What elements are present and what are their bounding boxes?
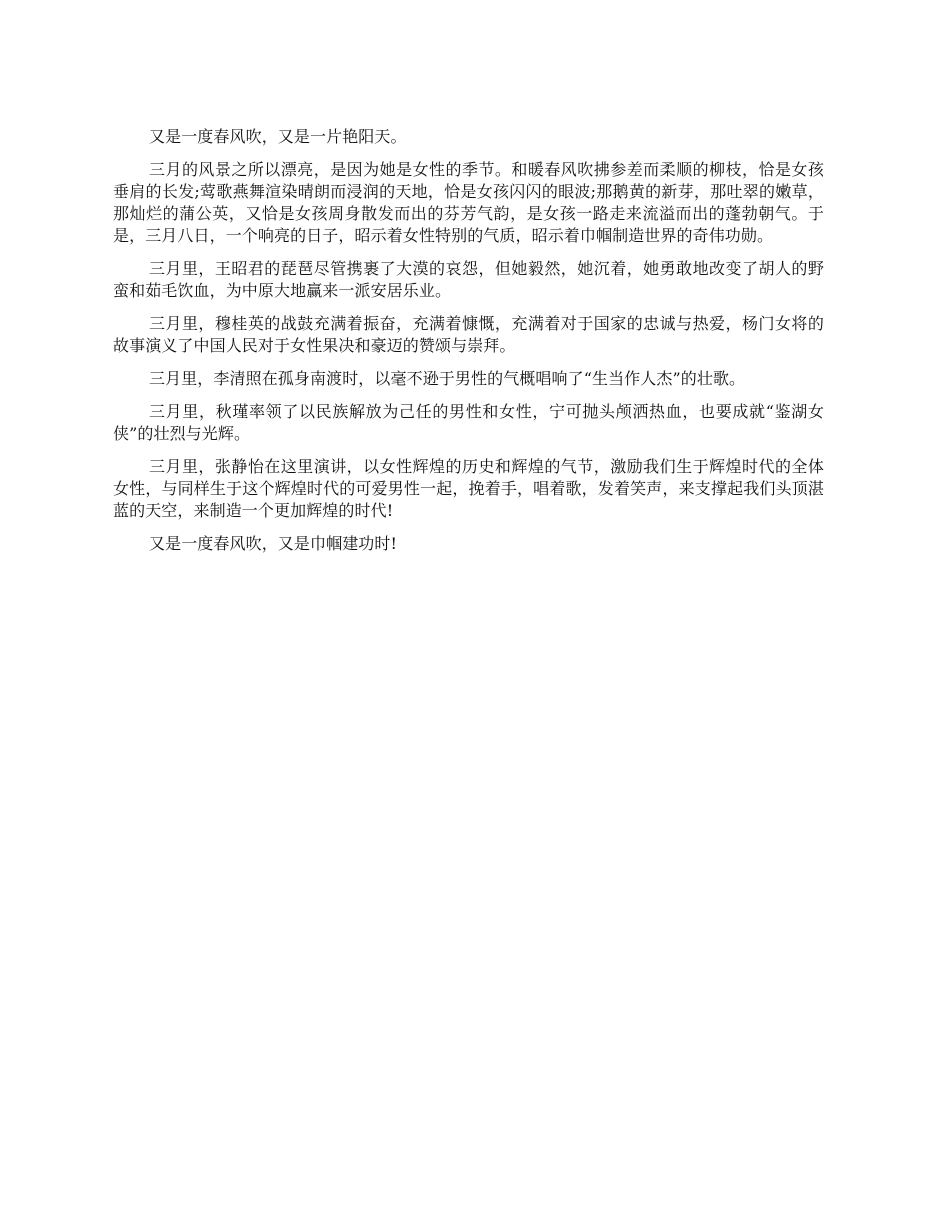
paragraph-qiu-jin: 三月里，秋瑾率领了以民族解放为己任的男性和女性，宁可抛头颅洒热血，也要成就“鉴湖女侠”的壮烈与光辉。	[113, 402, 824, 443]
paragraph-march-scenery: 三月的风景之所以漂亮，是因为她是女性的季节。和暖春风吹拂参差而柔顺的柳枝，恰是女孩垂肩的长发;莺歌燕舞渲染晴朗而浸润的天地，恰是女孩闪闪的眼波;那鹅黄的新芽，那吐翠的嫩草，那灿烂的蒲公英，又恰是女孩周身散发而出的芬芳气韵，是女孩一路走来流溢而出的蓬勃朝气。于是，三月八日，一个响亮的日子，昭示着女性特别的气质，昭示着巾帼制造世界的奇伟功勋。	[113, 160, 824, 245]
paragraph-mu-guiying: 三月里，穆桂英的战鼓充满着振奋，充满着慷慨，充满着对于国家的忠诚与热爱，杨门女将的故事演义了中国人民对于女性果决和豪迈的赞颂与崇拜。	[113, 314, 824, 355]
paragraph-zhang-jingyi: 三月里，张静怡在这里演讲，以女性辉煌的历史和辉煌的气节，激励我们生于辉煌时代的全体女性，与同样生于这个辉煌时代的可爱男性一起，挽着手，唱着歌，发着笑声，来支撑起我们头顶湛蓝的天空，来制造一个更加辉煌的时代!	[113, 457, 824, 520]
paragraph-opening: 又是一度春风吹，又是一片艳阳天。	[149, 127, 407, 146]
paragraph-li-qingzhao: 三月里，李清照在孤身南渡时，以毫不逊于男性的气概唱响了“生当作人杰”的壮歌。	[149, 369, 746, 388]
paragraph-wang-zhaojun: 三月里，王昭君的琵琶尽管携裹了大漠的哀怨，但她毅然，她沉着，她勇敢地改变了胡人的野蛮和茹毛饮血，为中原大地赢来一派安居乐业。	[113, 259, 824, 300]
document-body	[113, 126, 824, 555]
paragraph-closing: 又是一度春风吹，又是巾帼建功时!	[149, 534, 398, 553]
